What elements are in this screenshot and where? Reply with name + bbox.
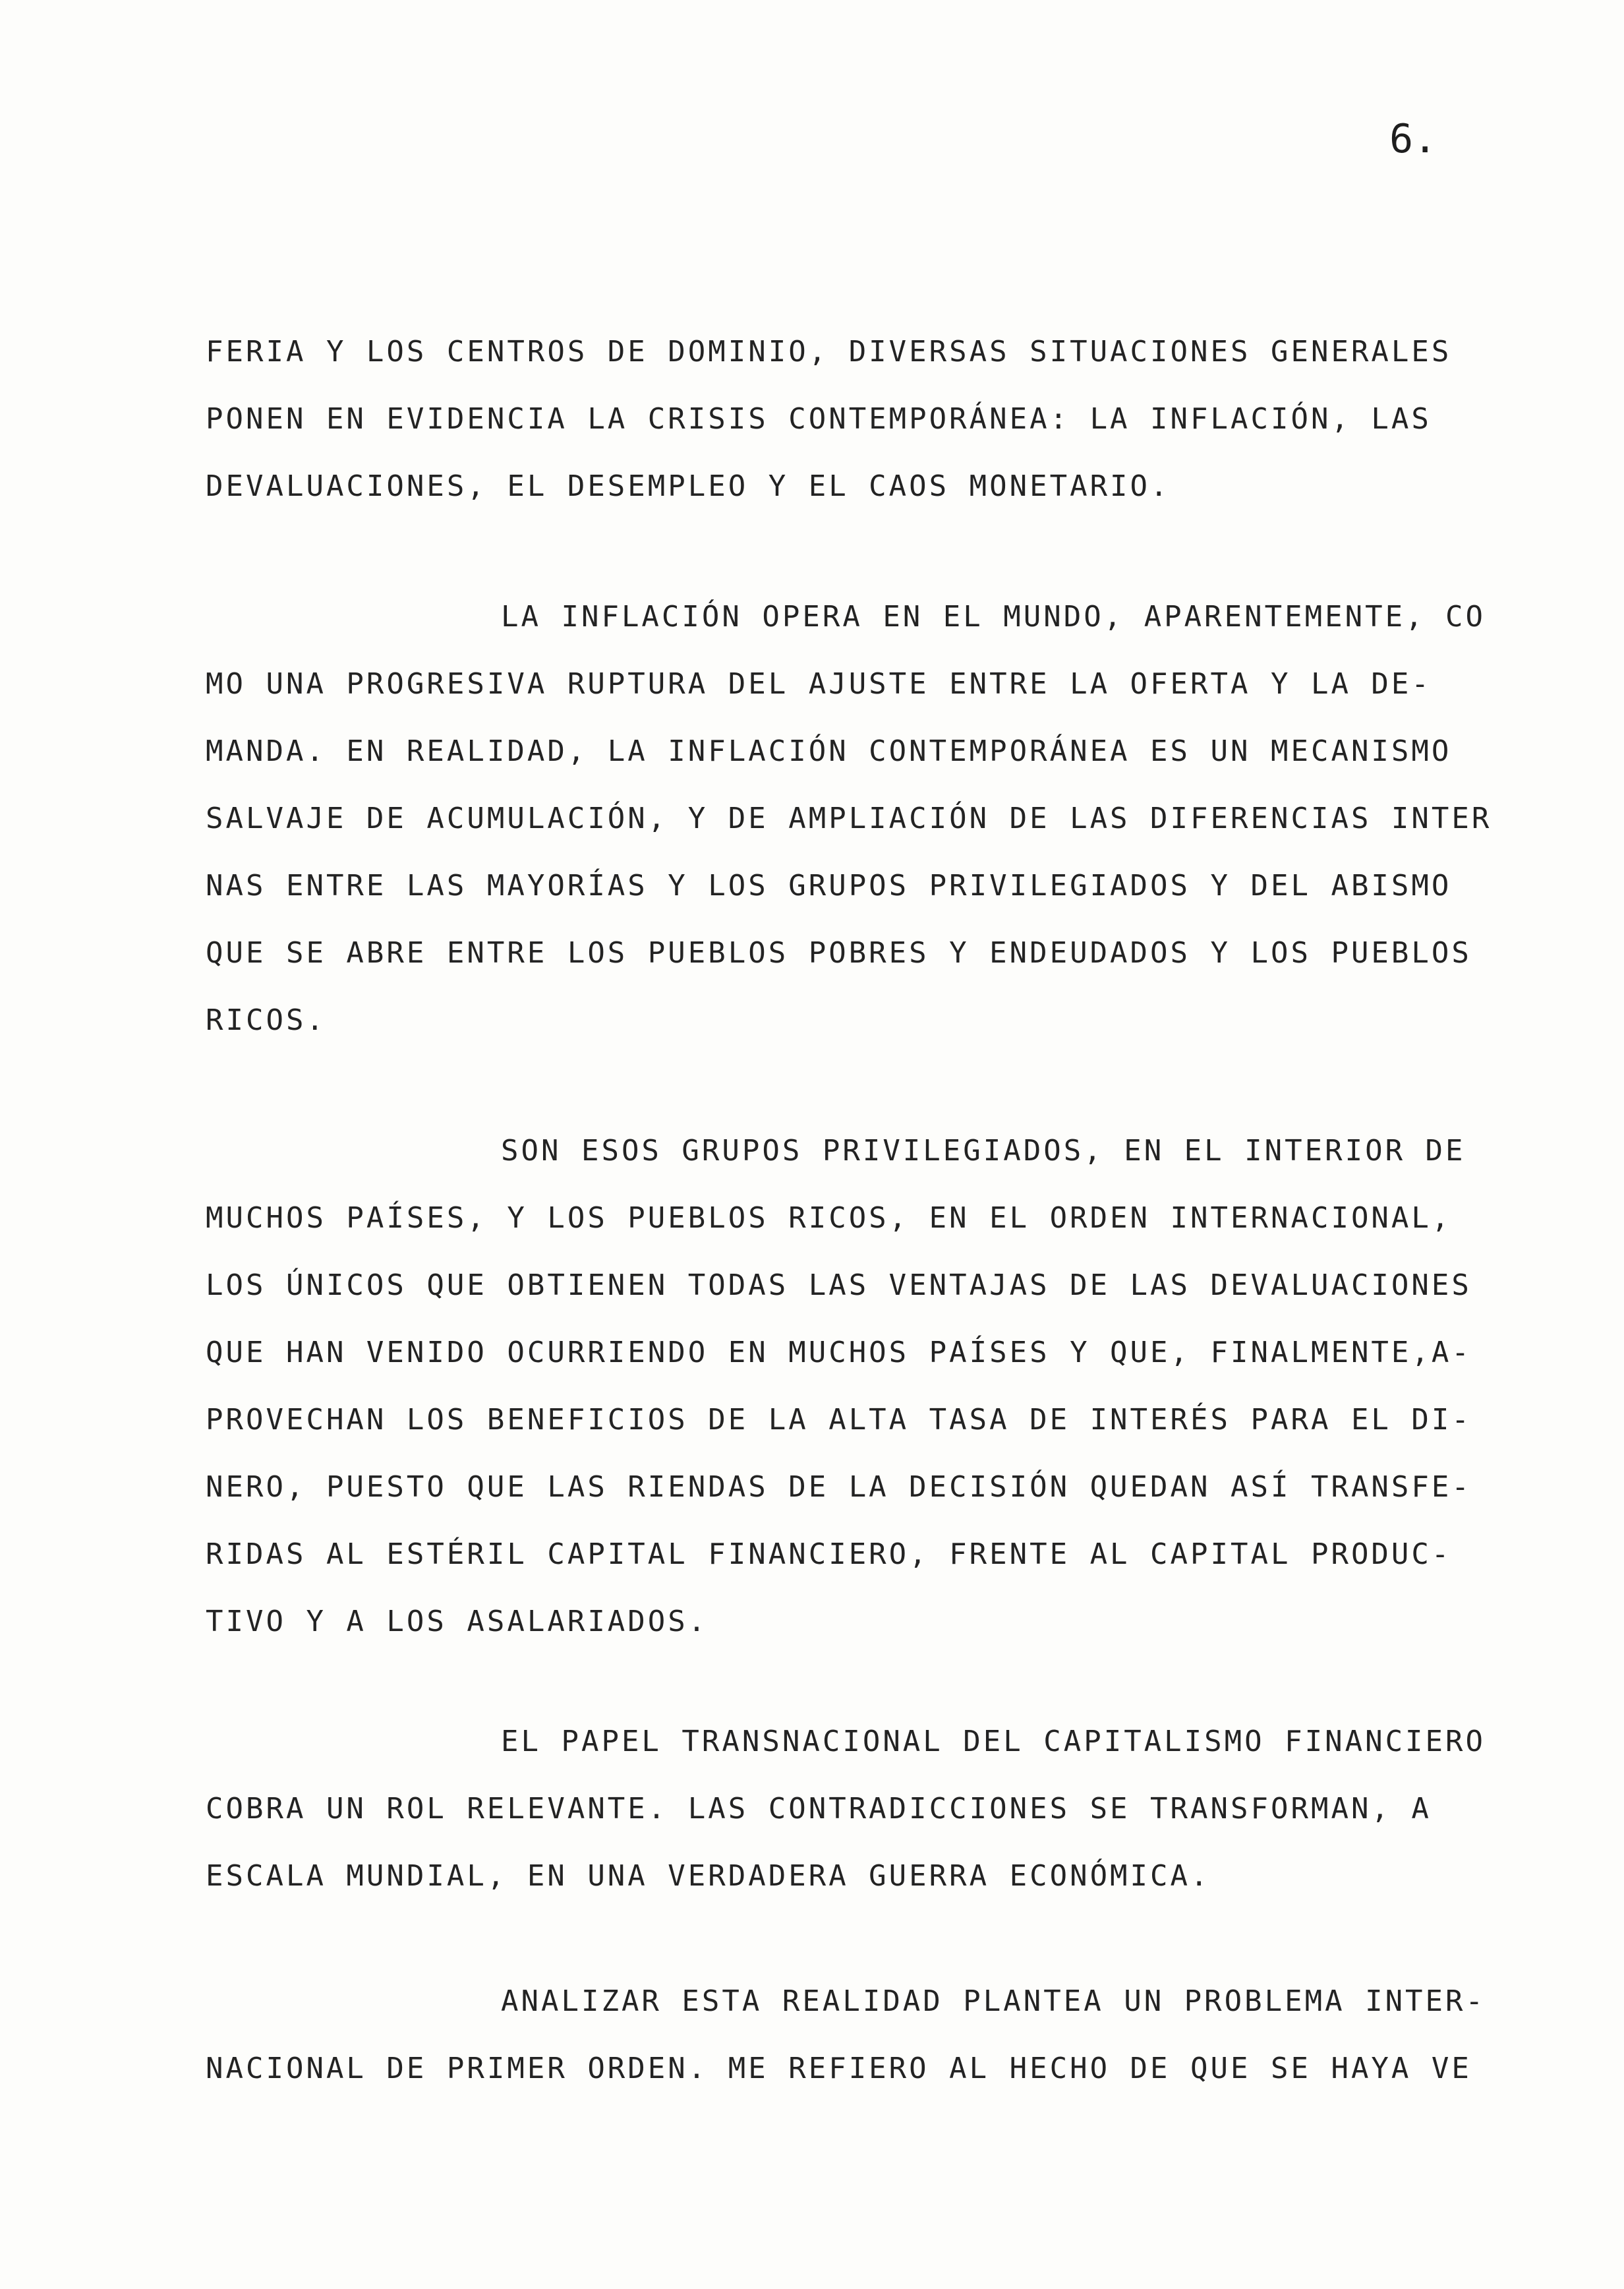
text-line: PROVECHAN LOS BENEFICIOS DE LA ALTA TASA DE INTERÉS PARA EL DI-: [206, 1403, 1472, 1437]
text-line: QUE SE ABRE ENTRE LOS PUEBLOS POBRES Y ENDEUDADOS Y LOS PUEBLOS: [206, 936, 1472, 970]
text-line: MUCHOS PAÍSES, Y LOS PUEBLOS RICOS, EN EL ORDEN INTERNACIONAL,: [206, 1201, 1452, 1235]
text-line: ANALIZAR ESTA REALIDAD PLANTEA UN PROBLEMA INTER-: [501, 1984, 1486, 2018]
text-line: LA INFLACIÓN OPERA EN EL MUNDO, APARENTEMENTE, CO: [501, 600, 1486, 634]
text-line: NACIONAL DE PRIMER ORDEN. ME REFIERO AL HECHO DE QUE SE HAYA VE: [206, 2052, 1472, 2085]
text-line: MANDA. EN REALIDAD, LA INFLACIÓN CONTEMPORÁNEA ES UN MECANISMO: [206, 734, 1452, 768]
text-line: RIDAS AL ESTÉRIL CAPITAL FINANCIERO, FRENTE AL CAPITAL PRODUC-: [206, 1537, 1452, 1571]
text-line: LOS ÚNICOS QUE OBTIENEN TODAS LAS VENTAJAS DE LAS DEVALUACIONES: [206, 1268, 1472, 1302]
text-line: QUE HAN VENIDO OCURRIENDO EN MUCHOS PAÍSES Y QUE, FINALMENTE,A-: [206, 1336, 1472, 1369]
text-line: SON ESOS GRUPOS PRIVILEGIADOS, EN EL INTERIOR DE: [501, 1134, 1466, 1168]
text-line: NAS ENTRE LAS MAYORÍAS Y LOS GRUPOS PRIVILEGIADOS Y DEL ABISMO: [206, 869, 1452, 903]
text-line: NERO, PUESTO QUE LAS RIENDAS DE LA DECISIÓN QUEDAN ASÍ TRANSFE-: [206, 1470, 1472, 1504]
page-number: 6.: [1389, 116, 1437, 162]
text-line: FERIA Y LOS CENTROS DE DOMINIO, DIVERSAS SITUACIONES GENERALES: [206, 335, 1452, 369]
text-line: PONEN EN EVIDENCIA LA CRISIS CONTEMPORÁNEA: LA INFLACIÓN, LAS: [206, 402, 1432, 436]
text-line: COBRA UN ROL RELEVANTE. LAS CONTRADICCIONES SE TRANSFORMAN, A: [206, 1792, 1432, 1826]
text-line: ESCALA MUNDIAL, EN UNA VERDADERA GUERRA ECONÓMICA.: [206, 1859, 1211, 1893]
text-line: DEVALUACIONES, EL DESEMPLEO Y EL CAOS MONETARIO.: [206, 469, 1171, 503]
text-line: RICOS.: [206, 1003, 326, 1037]
text-line: EL PAPEL TRANSNACIONAL DEL CAPITALISMO FINANCIERO: [501, 1725, 1486, 1758]
text-line: TIVO Y A LOS ASALARIADOS.: [206, 1605, 709, 1638]
text-line: MO UNA PROGRESIVA RUPTURA DEL AJUSTE ENTRE LA OFERTA Y LA DE-: [206, 667, 1432, 701]
text-line: SALVAJE DE ACUMULACIÓN, Y DE AMPLIACIÓN DE LAS DIFERENCIAS INTER: [206, 802, 1492, 835]
